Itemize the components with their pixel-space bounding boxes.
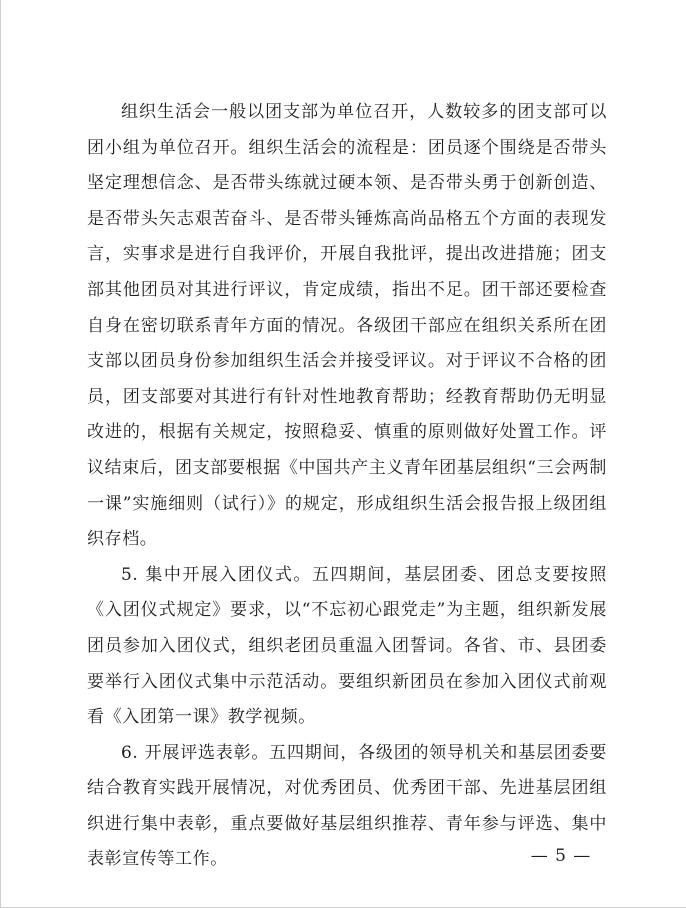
body-text — [87, 95, 607, 878]
paragraph-commendation: 6. 开展评选表彰。五四期间，各级团的领导机关和基层团委要结合教育实践开展情况，对优秀团员、优秀团干部、先进基层团组织进行集中表彰，重点要做好基层组织推荐、青年参与评选、集中表彰宣传等工作。 — [87, 742, 607, 870]
paragraph-organization-life-meeting: 组织生活会一般以团支部为单位召开，人数较多的团支部可以团小组为单位召开。组织生活会的流程是：团员逐个围绕是否带头坚定理想信念、是否带头练就过硬本领、是否带头勇于创新创造、是否带头矢志艰苦奋斗、是否带头锤炼高尚品格五个方面的表现发言，实事求是进行自我评价，开展自我批评，提出改进措施；团支部其他团员对其进行评议，肯定成绩，指出不足。团干部还要检查自身在密切联系青年方面的情况。各级团干部应在组织关系所在团支部以团员身份参加组织生活会并接受评议。对于评议不合格的团员，团支部要对其进行有针对性地教育帮助；经教育帮助仍无明显改进的，根据有关规定，按照稳妥、慎重的原则做好处置工作。评议结束后，团支部要根据《中国共产主义青年团基层组织“三会两制一课”实施细则（试行）》的规定，形成组织生活会报告报上级团组织存档。 — [87, 102, 607, 550]
paragraph-joining-ceremony: 5. 集中开展入团仪式。五四期间，基层团委、团总支要按照《入团仪式规定》要求，以“不忘初心跟党走”为主题，组织新发展团员参加入团仪式，组织老团员重温入团誓词。各省、市、县团委要举行入团仪式集中示范活动。要组织新团员在参加入团仪式前观看《入团第一课》教学视频。 — [87, 564, 607, 728]
page-number: — 5 — — [530, 846, 592, 866]
